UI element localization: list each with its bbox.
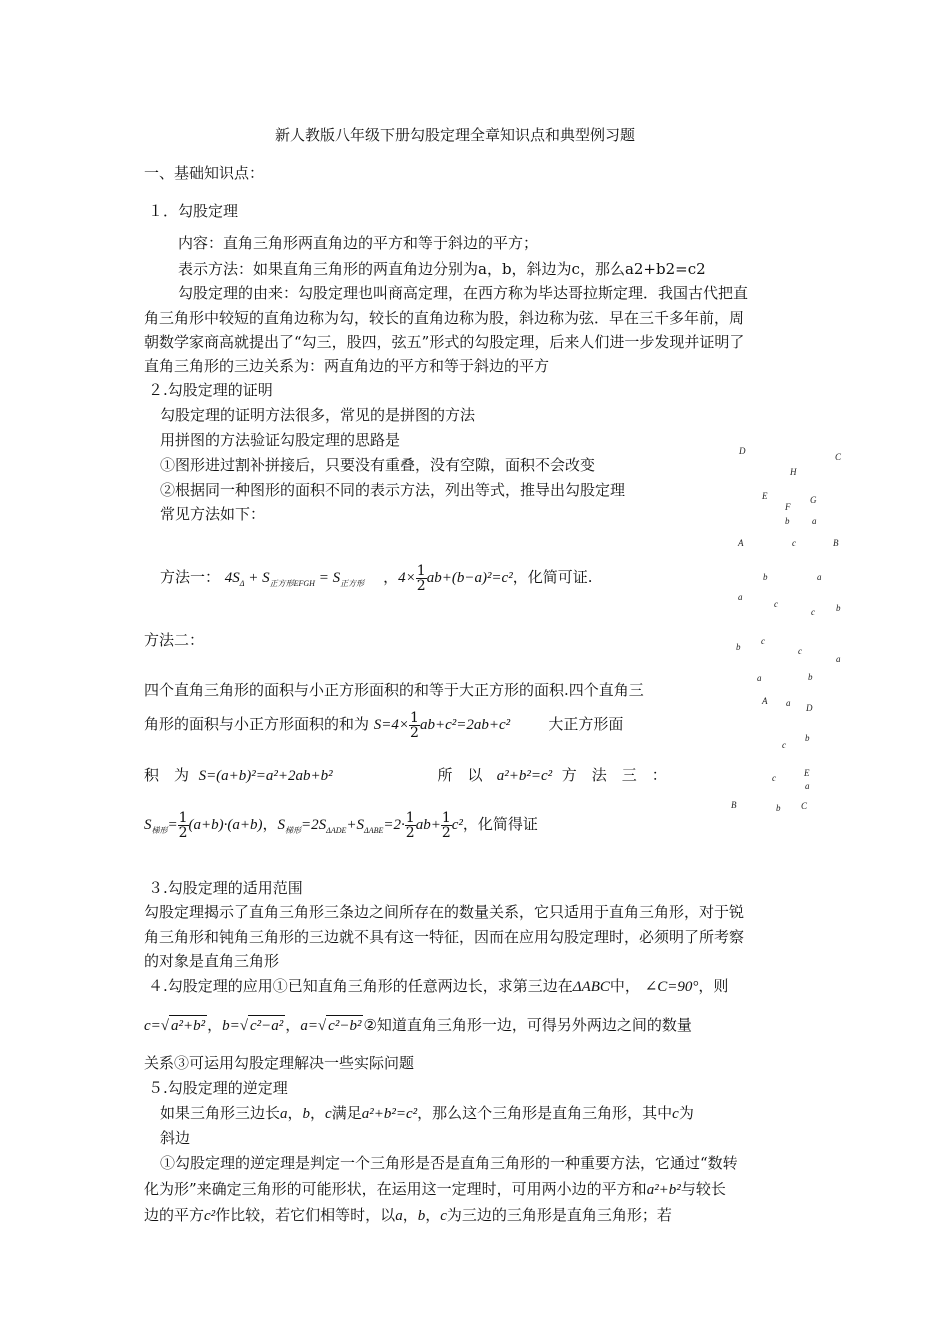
fig2-label: c — [811, 607, 815, 617]
s2-line-1: 勾股定理的证明方法很多，常见的是拼图的方法 — [160, 406, 476, 424]
method-2-line-3c: 方 法 三 ： — [561, 766, 667, 784]
s5-line-1d: 为 — [678, 1104, 694, 1122]
fig3-label: a — [786, 698, 791, 708]
fig2-label: b — [736, 642, 741, 652]
subsection-2: ２.勾股定理的证明 — [148, 381, 273, 399]
method-2-line-2a: 角形的面积与小正方形面积的和为 — [144, 715, 370, 733]
s5-line-3: ①勾股定理的逆定理是判定一个三角形是否是直角三角形的一种重要方法，它通过“数转 — [160, 1154, 738, 1172]
s2-line-2: 用拼图的方法验证勾股定理的思路是 — [160, 431, 401, 449]
fig2-label: c — [774, 599, 778, 609]
fig2-label: a — [836, 654, 841, 664]
s2-line-4: ②根据同一种图形的面积不同的表示方法，列出等式，推导出勾股定理 — [160, 481, 626, 499]
fig1-label: D — [739, 446, 746, 456]
fig1-label: G — [810, 495, 817, 505]
fig3-label: B — [731, 800, 737, 810]
fig2-label: c — [798, 646, 802, 656]
s1-content: 内容：直角三角形两直角边的平方和等于斜边的平方； — [178, 234, 539, 252]
fig1-label: C — [835, 452, 842, 462]
s1-expression — [178, 259, 706, 279]
fig3-label: A — [762, 696, 768, 706]
s1-origin-2: 角三角形中较短的直角边称为勾，较长的直角边称为股，斜边称为弦．早在三千多年前，周 — [144, 309, 745, 327]
s5-line-1c: ，那么这个三角形是直角三角形，其中 — [417, 1104, 673, 1122]
method-2-line-2b: 大正方形面 — [548, 715, 624, 733]
fig2-label: a — [738, 592, 743, 602]
s1-origin-4: 直角三角形的三边关系为：两直角边的平方和等于斜边的平方 — [144, 357, 550, 375]
s3-line-1: 勾股定理揭示了直角三角形三条边之间所存在的数量关系，它只适用于直角三角形，对于锐 — [144, 903, 745, 921]
fig3-label: b — [805, 733, 810, 743]
s4-line-3: 关系③可运用勾股定理解决一些实际问题 — [144, 1054, 415, 1072]
subsection-5: ５.勾股定理的逆定理 — [148, 1079, 288, 1097]
method-2-line-3a: 积 为 — [144, 766, 190, 784]
s1-origin-3: 朝数学家商高就提出了“勾三，股四，弦五”形式的勾股定理，后来人们进一步发现并证明了 — [144, 333, 745, 351]
method-1-label: 方法一： — [160, 568, 221, 586]
s5-line-5: 边的平方c²作比较，若它们相等时，以a，b，c为三边的三角形是直角三角形；若 — [144, 1206, 672, 1224]
method-2-line-3: 积 为 S=(a+b)²=a²+2ab+b² 所 以 a²+b²=c² 方 法 三 ： — [144, 766, 667, 784]
s3-line-3: 的对象是直角三角形 — [144, 952, 280, 970]
s4-line-2-text: ②知道直角三角形一边，可得另外两边之间的数量 — [363, 1016, 692, 1034]
method-3-tail: ，化简得证 — [462, 815, 538, 833]
s3-line-2: 角三角形和钝角三角形的三边就不具有这一特征，因而在应用勾股定理时，必须明了所考察 — [144, 928, 745, 946]
s5-line-4b: 与较长 — [680, 1180, 726, 1198]
page-title: 新人教版八年级下册勾股定理全章知识点和典型例习题 — [275, 126, 636, 144]
fig2-label: b — [763, 572, 768, 582]
s1-origin-1: 勾股定理的由来：勾股定理也叫商高定理，在西方称为毕达哥拉斯定理．我国古代把直 — [178, 284, 749, 302]
s5-line-1b: 满足 — [331, 1104, 362, 1122]
s1-expression-text: 表示方法：如果直角三角形的两直角边分别为a，b，斜边为c，那么a2+b2=c2 — [178, 260, 706, 278]
fig1-label: A — [738, 538, 744, 548]
fig1-label: F — [785, 502, 791, 512]
fig3-label: D — [806, 703, 813, 713]
fig3-label: c — [782, 740, 786, 750]
fig2-label: a — [757, 673, 762, 683]
s5-line-2: 斜边 — [160, 1129, 191, 1147]
fig2-label: c — [761, 636, 765, 646]
method-2-line-3b: 所 以 — [437, 766, 483, 784]
fig2-label: b — [808, 672, 813, 682]
s5-line-4: 化为形”来确定三角形的可能形状，在运用这一定理时，可用两小边的平方和a²+b²与较长 — [144, 1180, 726, 1198]
s4-line-2: c=√ a²+b² ，b=√ c²−a² ，a=√ c²−b² ②知道直角三角形一边，可得另外两边之间的数量 — [144, 1016, 692, 1034]
s2-line-5: 常见方法如下： — [160, 505, 266, 523]
fig1-label: b — [785, 516, 790, 526]
s4-line-1: ４.勾股定理的应用①已知直角三角形的任意两边长，求第三边在ΔABC中， ∠C=90°，则 — [148, 977, 729, 995]
method-2-label: 方法二： — [144, 631, 205, 649]
fig3-label: E — [804, 768, 810, 778]
method-2-line-1: 四个直角三角形的面积与小正方形面积的和等于大正方形的面积.四个直角三 — [144, 681, 644, 699]
s2-line-3: ①图形进过割补拼接后，只要没有重叠，没有空隙，面积不会改变 — [160, 456, 596, 474]
s5-line-1a: 如果三角形三边长 — [160, 1104, 281, 1122]
method-2-line-2: 角形的面积与小正方形面积的和为 S=4× $\frac{1}{2}$ ab+c²=2ab+c² 大正方形面 — [144, 709, 624, 741]
fig3-label: a — [805, 781, 810, 791]
fig1-label: E — [762, 491, 768, 501]
method-1-tail: ，化简可证. — [512, 568, 593, 586]
s5-line-5c: 为三边的三角形是直角三角形；若 — [446, 1206, 672, 1224]
s5-line-1: 如果三角形三边长a，b，c满足a²+b²=c²，那么这个三角形是直角三角形，其中c为 — [160, 1104, 694, 1122]
fig2-label: b — [836, 603, 841, 613]
fig2-label: a — [817, 572, 822, 582]
s4-line-1c: ，则 — [698, 977, 729, 995]
fig1-label: H — [790, 467, 797, 477]
fig3-label: c — [772, 773, 776, 783]
fig1-label: c — [792, 538, 796, 548]
fig1-label: B — [833, 538, 839, 548]
s4-line-1a: ４.勾股定理的应用①已知直角三角形的任意两边长，求第三边在 — [148, 977, 573, 995]
fig1-label: a — [812, 516, 817, 526]
s5-line-5a: 边的平方 — [144, 1206, 205, 1224]
fig3-label: b — [776, 803, 781, 813]
subsection-3: ３.勾股定理的适用范围 — [148, 879, 303, 897]
method-1: 方法一： $4S_\Delta + S_{正方形EFGH} = S_{正方形}$ ，4× $\frac{1}{2}$ ab+(b−a)²=c²，化简可证. — [160, 562, 593, 594]
section-heading: 一、基础知识点： — [144, 164, 265, 182]
fig3-label: C — [801, 801, 808, 811]
s5-line-4a: 化为形”来确定三角形的可能形状，在运用这一定理时，可用两小边的平方和 — [144, 1180, 647, 1198]
subsection-1: １．勾股定理 — [148, 202, 239, 220]
s5-line-5b: 作比较，若它们相等时，以 — [215, 1206, 396, 1224]
method-3: $S_{梯形}=$ $\frac{1}{2}$ (a+b)·(a+b)，$S_{梯形}=2S_{\Delta ADE}+S_{\Delta ABE}=2\cdot$ $\frac{1}{2}$ ab+ $\frac{1}{2}$ c²，化简得证 — [144, 809, 538, 841]
s4-line-1b: 中， — [609, 977, 640, 995]
